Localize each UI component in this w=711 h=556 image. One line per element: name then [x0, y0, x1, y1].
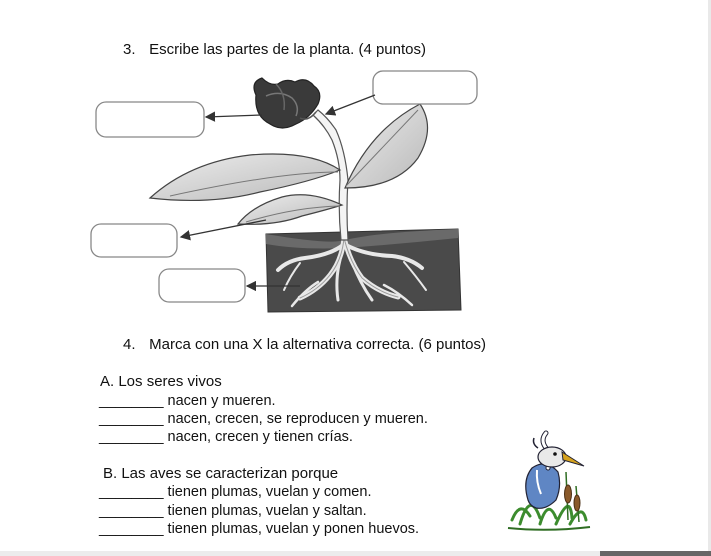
option-text: tienen plumas, vuelan y saltan. — [167, 503, 367, 519]
section-b-heading: B. Las aves se caracterizan porque — [103, 465, 339, 482]
option-text: nacen y mueren. — [167, 393, 276, 409]
section-a-option-2 — [99, 410, 428, 428]
answer-blank[interactable]: ________ — [99, 521, 164, 537]
stem-label-box[interactable] — [91, 224, 177, 257]
answer-blank[interactable]: ________ — [99, 503, 164, 519]
section-a-option-3 — [99, 428, 353, 446]
question-4-number: 4. — [123, 336, 136, 353]
answer-blank[interactable]: ________ — [99, 393, 164, 409]
flower-label-box[interactable] — [96, 102, 204, 137]
option-text: tienen plumas, vuelan y comen. — [167, 484, 372, 500]
section-b-option-1 — [99, 483, 371, 501]
question-4-text: Marca con una X la alternativa correcta. (6 puntos) — [149, 336, 487, 353]
section-a-heading: A. Los seres vivos — [100, 373, 222, 390]
answer-blank[interactable]: ________ — [99, 411, 164, 427]
flower — [254, 78, 320, 128]
option-text: nacen, crecen y tienen crías. — [167, 429, 353, 445]
page-edge-bottom-shadow — [600, 551, 711, 556]
question-4-title — [123, 336, 486, 354]
answer-blank[interactable]: ________ — [99, 484, 164, 500]
option-text: tienen plumas, vuelan y ponen huevos. — [167, 521, 420, 537]
section-a-option-1 — [99, 392, 276, 410]
question-3-number: 3. — [123, 41, 136, 58]
root-label-box[interactable] — [159, 269, 245, 302]
option-text: nacen, crecen, se reproducen y mueren. — [167, 411, 428, 427]
answer-blank[interactable]: ________ — [99, 429, 164, 445]
question-3-text: Escribe las partes de la planta. (4 puntos) — [149, 41, 426, 58]
leaf-label-box[interactable] — [373, 71, 477, 104]
section-b-option-2 — [99, 502, 367, 520]
section-b-option-3 — [99, 520, 419, 538]
heron-illustration — [508, 433, 590, 530]
